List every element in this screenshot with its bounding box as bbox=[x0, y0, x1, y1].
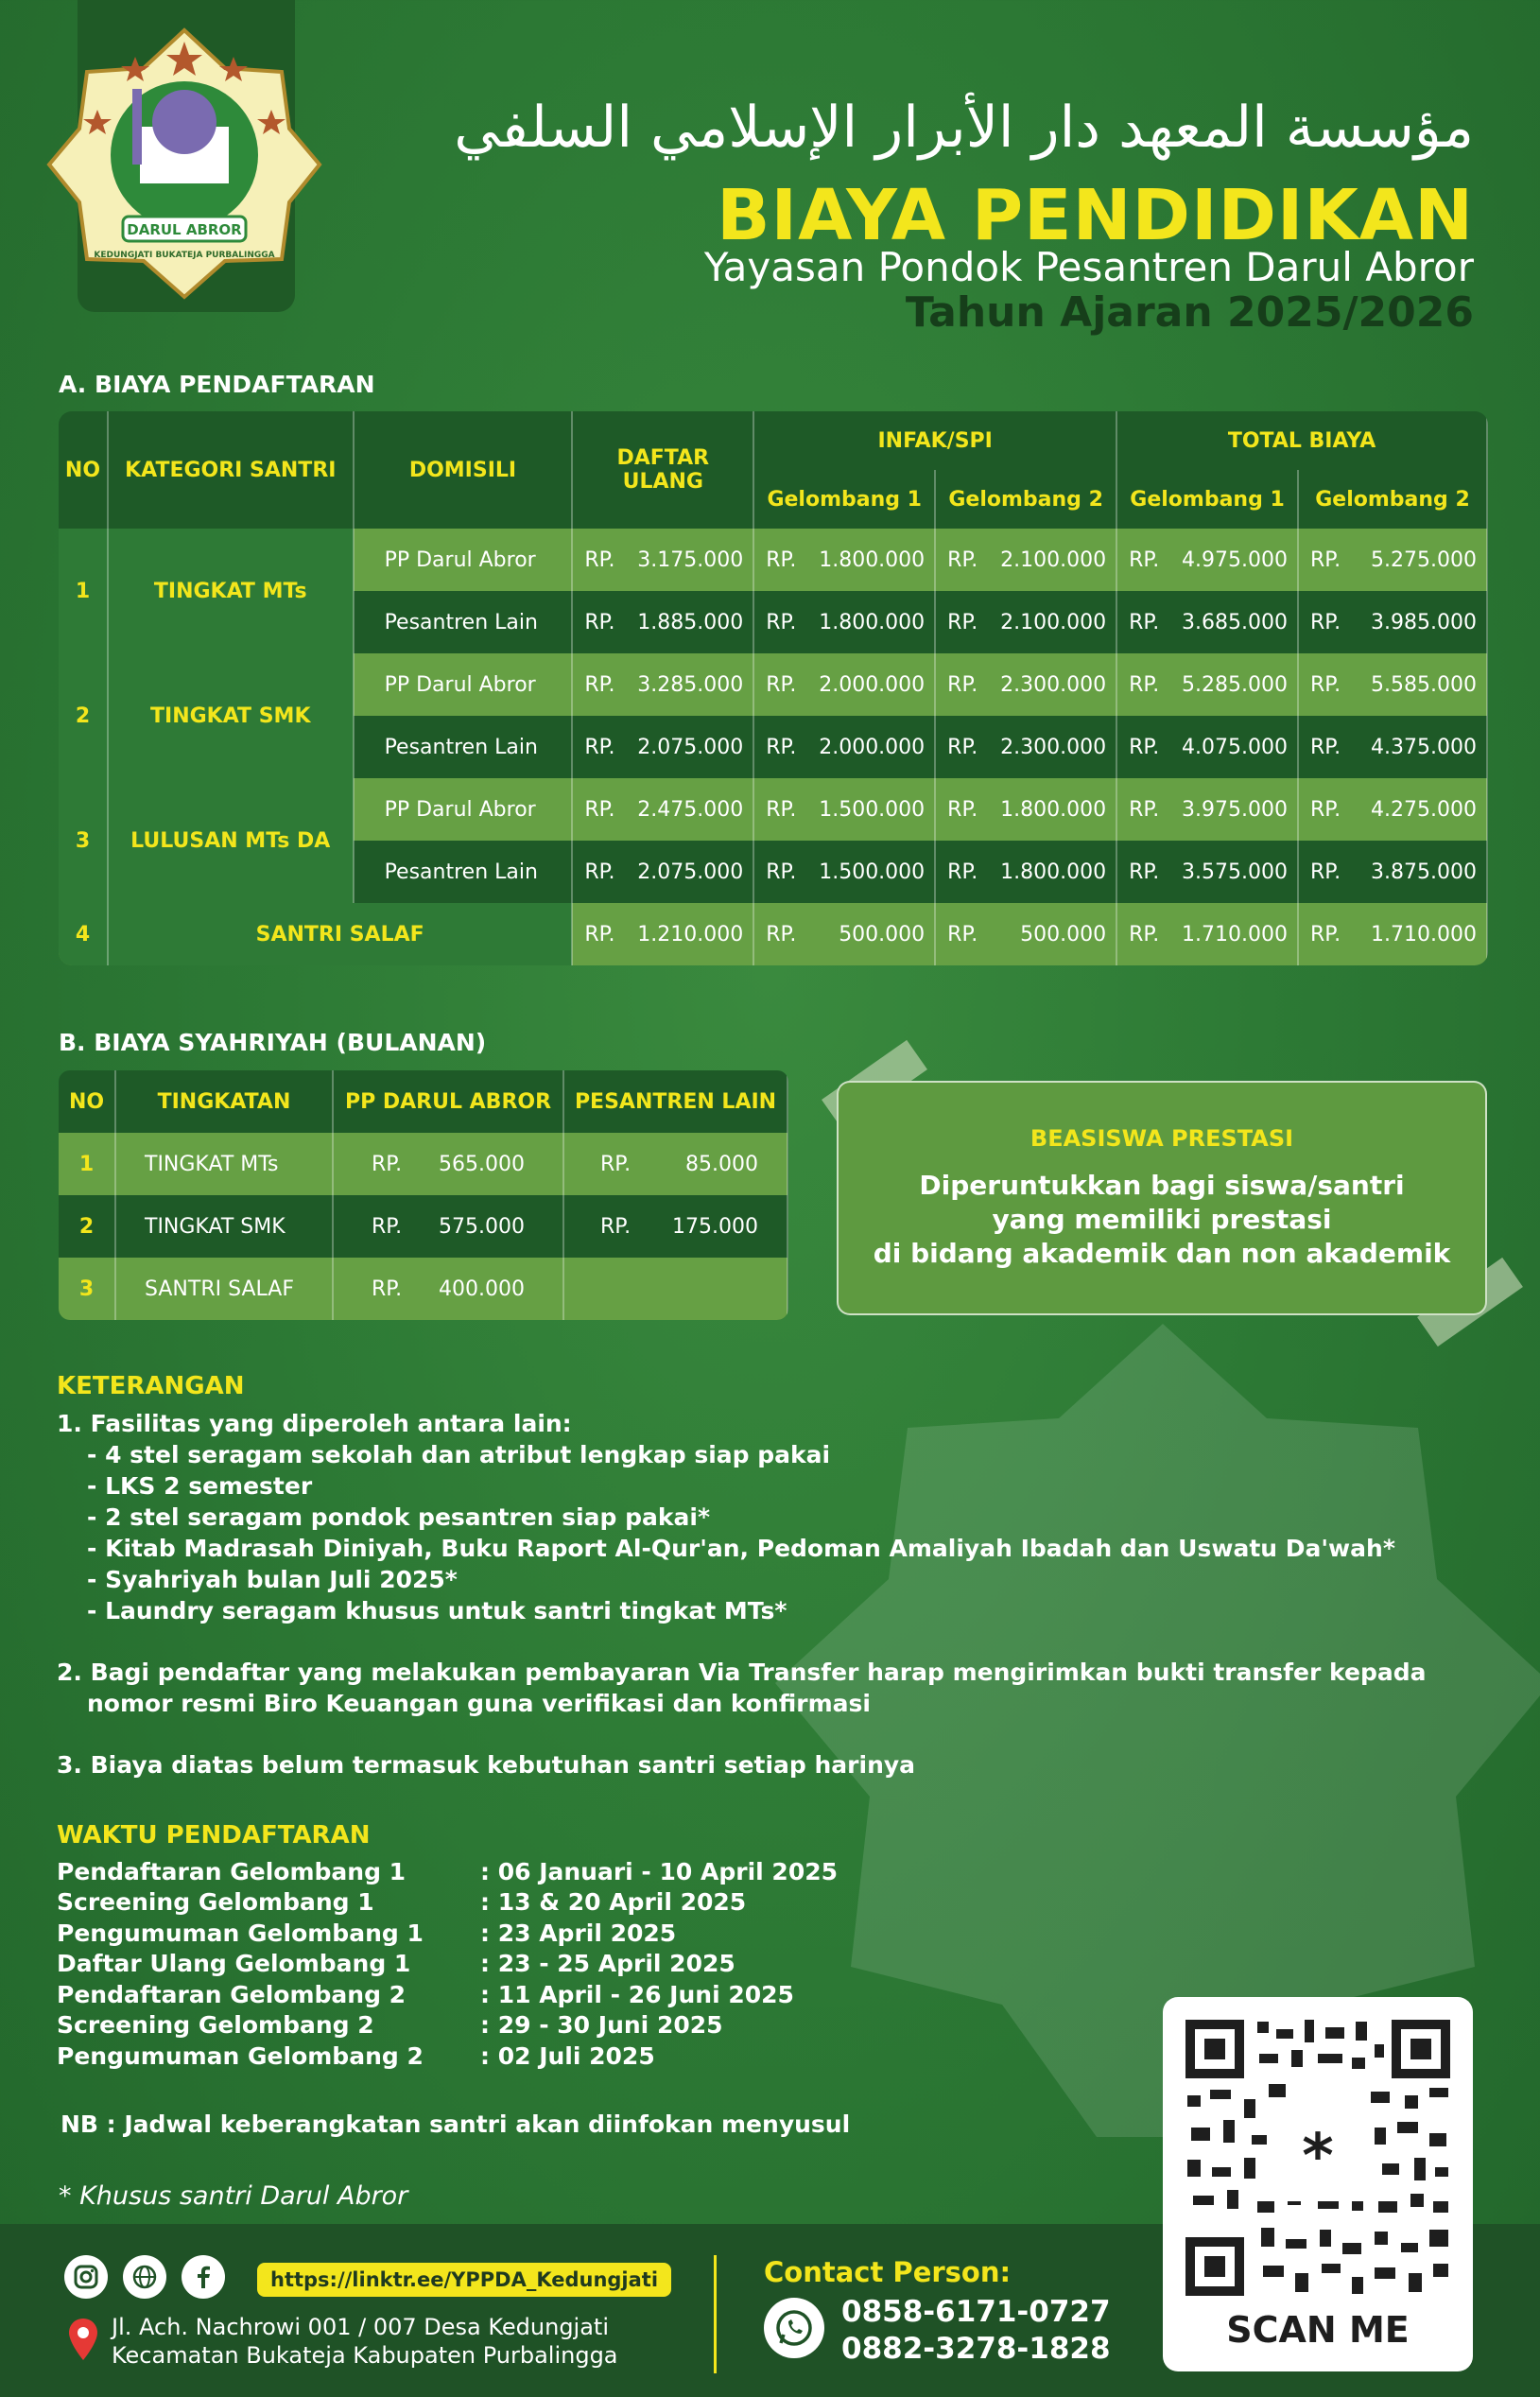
row-no: 2 bbox=[59, 653, 108, 778]
schedule-row bbox=[57, 1949, 838, 1980]
note-sub: - LKS 2 semester bbox=[87, 1472, 313, 1500]
col-infak: INFAK/SPI bbox=[753, 411, 1116, 470]
currency: RP. bbox=[1310, 860, 1341, 884]
whatsapp-icon[interactable] bbox=[764, 2298, 824, 2358]
schedule-row bbox=[57, 1980, 838, 2011]
total2-value: 5.275.000 bbox=[1371, 547, 1477, 572]
currency: RP. bbox=[584, 610, 615, 634]
total1-value: 4.075.000 bbox=[1182, 735, 1289, 759]
currency: RP. bbox=[947, 735, 978, 759]
daftar-value: 2.475.000 bbox=[637, 797, 744, 822]
infak1-value: 1.800.000 bbox=[819, 610, 926, 634]
infak1-value: 2.000.000 bbox=[819, 735, 926, 759]
svg-text:*: * bbox=[1302, 2122, 1334, 2192]
page-subtitle: Yayasan Pondok Pesantren Darul Abror bbox=[703, 244, 1474, 290]
row-domisili: Pesantren Lain bbox=[354, 841, 573, 903]
logo-subtext: KEDUNGJATI BUKATEJA PURBALINGGA bbox=[94, 251, 275, 260]
academic-year: Tahun Ajaran 2025/2026 bbox=[905, 288, 1474, 337]
col-no: NO bbox=[59, 1070, 115, 1133]
scan-me-label: SCAN ME bbox=[1226, 2309, 1410, 2351]
currency: RP. bbox=[1310, 547, 1341, 572]
currency: RP. bbox=[600, 1152, 632, 1176]
currency: RP. bbox=[584, 922, 615, 947]
currency: RP. bbox=[766, 735, 797, 759]
schedule-key: Screening Gelombang 1 bbox=[57, 1888, 374, 1916]
lain-value: 175.000 bbox=[672, 1214, 758, 1239]
table-row bbox=[59, 1258, 787, 1320]
col-pesantren-lain: PESANTREN LAIN bbox=[563, 1070, 787, 1133]
currency: RP. bbox=[1129, 797, 1160, 822]
row-kategori: TINGKAT SMK bbox=[108, 653, 354, 778]
pp-value: 575.000 bbox=[439, 1214, 525, 1239]
currency: RP. bbox=[1129, 610, 1160, 634]
col-daftar-ulang: DAFTAR ULANG bbox=[572, 411, 753, 529]
schedule-key: Pendaftaran Gelombang 1 bbox=[57, 1857, 407, 1885]
section-b-title: B. BIAYA SYAHRIYAH (BULANAN) bbox=[59, 1029, 487, 1056]
address-line: Jl. Ach. Nachrowi 001 / 007 Desa Kedungjati bbox=[112, 2314, 610, 2340]
currency: RP. bbox=[947, 797, 978, 822]
daftar-value: 1.885.000 bbox=[637, 610, 744, 634]
linktree-link[interactable]: https://linktr.ee/YPPDA_Kedungjati bbox=[257, 2263, 671, 2297]
phone-number[interactable]: 0882-3278-1828 bbox=[841, 2332, 1111, 2366]
schedule-key: Pengumuman Gelombang 2 bbox=[57, 2041, 424, 2070]
total2-value: 5.585.000 bbox=[1371, 672, 1477, 697]
address bbox=[112, 2313, 618, 2370]
total1-value: 3.685.000 bbox=[1182, 610, 1289, 634]
table-row bbox=[59, 653, 1487, 716]
col-infak-g2: Gelombang 2 bbox=[935, 470, 1116, 529]
scholarship-box bbox=[837, 1081, 1487, 1315]
total1-value: 1.710.000 bbox=[1182, 922, 1289, 947]
lain-value-empty bbox=[563, 1258, 787, 1320]
instagram-icon[interactable] bbox=[64, 2255, 108, 2299]
contact-label: Contact Person: bbox=[764, 2256, 1012, 2288]
address-line: Kecamatan Bukateja Kabupaten Purbalingga bbox=[112, 2342, 618, 2369]
page-title: BIAYA PENDIDIKAN bbox=[717, 175, 1474, 256]
currency: RP. bbox=[766, 672, 797, 697]
scholarship-line: di bidang akademik dan non akademik bbox=[873, 1238, 1451, 1269]
infak2-value: 500.000 bbox=[1020, 922, 1107, 947]
schedule-value: : 23 April 2025 bbox=[480, 1919, 677, 1947]
row-kategori: LULUSAN MTs DA bbox=[108, 778, 354, 903]
qr-code-card[interactable] bbox=[1163, 1997, 1473, 2371]
pp-value: 400.000 bbox=[439, 1277, 525, 1301]
logo-text: DARUL ABROR bbox=[127, 221, 242, 238]
col-domisili: DOMISILI bbox=[354, 411, 573, 529]
note-sub: - Laundry seragam khusus untuk santri tingkat MTs* bbox=[87, 1597, 787, 1624]
daftar-value: 2.075.000 bbox=[637, 735, 744, 759]
schedule-value: : 29 - 30 Juni 2025 bbox=[480, 2011, 723, 2039]
schedule-value: : 13 & 20 April 2025 bbox=[480, 1888, 747, 1916]
arabic-title: مؤسسة المعهد دار الأبرار الإسلامي السلفي bbox=[454, 95, 1474, 161]
location-pin-icon bbox=[66, 2317, 100, 2362]
infak1-value: 2.000.000 bbox=[819, 672, 926, 697]
schedule-section bbox=[57, 1820, 838, 2072]
pp-value: 565.000 bbox=[439, 1152, 525, 1176]
currency: RP. bbox=[766, 922, 797, 947]
col-pp-darul-abror: PP DARUL ABROR bbox=[333, 1070, 563, 1133]
currency: RP. bbox=[947, 547, 978, 572]
currency: RP. bbox=[1310, 922, 1341, 947]
phone-number[interactable]: 0858-6171-0727 bbox=[841, 2295, 1111, 2329]
currency: RP. bbox=[1129, 922, 1160, 947]
schedule-row bbox=[57, 2041, 838, 2073]
total1-value: 4.975.000 bbox=[1182, 547, 1289, 572]
row-tingkatan: TINGKAT SMK bbox=[115, 1195, 333, 1258]
row-domisili: PP Darul Abror bbox=[354, 529, 573, 591]
table-row bbox=[59, 1133, 787, 1195]
currency: RP. bbox=[947, 860, 978, 884]
infak2-value: 1.800.000 bbox=[1000, 797, 1107, 822]
notes-title: KETERANGAN bbox=[57, 1372, 245, 1400]
notes-section bbox=[57, 1371, 1427, 1780]
footnote: * Khusus santri Darul Abror bbox=[59, 2181, 408, 2211]
infak2-value: 2.300.000 bbox=[1000, 672, 1107, 697]
note-sub: - Syahriyah bulan Juli 2025* bbox=[87, 1566, 458, 1593]
row-domisili: PP Darul Abror bbox=[354, 653, 573, 716]
infak1-value: 500.000 bbox=[839, 922, 926, 947]
row-no: 3 bbox=[59, 778, 108, 903]
schedule-key: Pengumuman Gelombang 1 bbox=[57, 1919, 424, 1947]
schedule-row bbox=[57, 2010, 838, 2041]
row-no: 1 bbox=[59, 1133, 115, 1195]
row-tingkatan: TINGKAT MTs bbox=[115, 1133, 333, 1195]
currency: RP. bbox=[1310, 672, 1341, 697]
infak2-value: 2.100.000 bbox=[1000, 547, 1107, 572]
currency: RP. bbox=[1310, 797, 1341, 822]
note-sub: - 2 stel seragam pondok pesantren siap pakai* bbox=[87, 1503, 711, 1531]
infak1-value: 1.500.000 bbox=[819, 860, 926, 884]
currency: RP. bbox=[766, 547, 797, 572]
row-no: 1 bbox=[59, 529, 108, 653]
total2-value: 4.375.000 bbox=[1371, 735, 1477, 759]
monthly-fee-table bbox=[59, 1070, 788, 1320]
currency: RP. bbox=[372, 1214, 403, 1239]
schedule-row bbox=[57, 1919, 838, 1950]
scholarship-title: BEASISWA PRESTASI bbox=[1030, 1125, 1294, 1152]
globe-icon[interactable] bbox=[123, 2255, 166, 2299]
row-kategori: SANTRI SALAF bbox=[108, 903, 572, 965]
currency: RP. bbox=[600, 1214, 632, 1239]
currency: RP. bbox=[372, 1277, 403, 1301]
currency: RP. bbox=[1129, 735, 1160, 759]
row-no: 3 bbox=[59, 1258, 115, 1320]
infak2-value: 2.300.000 bbox=[1000, 735, 1107, 759]
col-total: TOTAL BIAYA bbox=[1116, 411, 1487, 470]
scholarship-line: yang memiliki prestasi bbox=[992, 1204, 1332, 1235]
schedule-value: : 02 Juli 2025 bbox=[480, 2041, 655, 2070]
row-domisili: Pesantren Lain bbox=[354, 591, 573, 653]
daftar-value: 3.175.000 bbox=[637, 547, 744, 572]
total1-value: 3.975.000 bbox=[1182, 797, 1289, 822]
currency: RP. bbox=[1129, 860, 1160, 884]
infak2-value: 1.800.000 bbox=[1000, 860, 1107, 884]
currency: RP. bbox=[766, 610, 797, 634]
currency: RP. bbox=[1310, 610, 1341, 634]
total2-value: 3.875.000 bbox=[1371, 860, 1477, 884]
table-row bbox=[59, 1195, 787, 1258]
currency: RP. bbox=[584, 735, 615, 759]
col-total-g2: Gelombang 2 bbox=[1298, 470, 1487, 529]
daftar-value: 3.285.000 bbox=[637, 672, 744, 697]
currency: RP. bbox=[947, 922, 978, 947]
table-row bbox=[59, 529, 1487, 591]
daftar-value: 2.075.000 bbox=[637, 860, 744, 884]
currency: RP. bbox=[1310, 735, 1341, 759]
infak1-value: 1.500.000 bbox=[819, 797, 926, 822]
row-kategori: TINGKAT MTs bbox=[108, 529, 354, 653]
qr-code-icon bbox=[1182, 2016, 1454, 2300]
col-kategori: KATEGORI SANTRI bbox=[108, 411, 354, 529]
facebook-icon[interactable] bbox=[182, 2255, 225, 2299]
row-no: 4 bbox=[59, 903, 108, 965]
total1-value: 3.575.000 bbox=[1182, 860, 1289, 884]
schedule-value: : 06 Januari - 10 April 2025 bbox=[480, 1857, 839, 1885]
total2-value: 3.985.000 bbox=[1371, 610, 1477, 634]
section-a-title: A. BIAYA PENDAFTARAN bbox=[59, 371, 375, 398]
schedule-key: Daftar Ulang Gelombang 1 bbox=[57, 1950, 411, 1977]
lain-value: 85.000 bbox=[685, 1152, 758, 1176]
schedule-value: : 11 April - 26 Juni 2025 bbox=[480, 1980, 794, 2008]
note-item: 3. Biaya diatas belum termasuk kebutuhan santri setiap harinya bbox=[57, 1751, 916, 1779]
col-tingkatan: TINGKATAN bbox=[115, 1070, 333, 1133]
currency: RP. bbox=[372, 1152, 403, 1176]
schedule-title: WAKTU PENDAFTARAN bbox=[57, 1821, 371, 1850]
note-item: 1. Fasilitas yang diperoleh antara lain: bbox=[57, 1410, 572, 1437]
note-item-cont: nomor resmi Biro Keuangan guna verifikasi dan konfirmasi bbox=[87, 1690, 871, 1717]
currency: RP. bbox=[766, 860, 797, 884]
nb-note: NB : Jadwal keberangkatan santri akan diinfokan menyusul bbox=[61, 2110, 851, 2138]
col-no: NO bbox=[59, 411, 108, 529]
currency: RP. bbox=[1129, 547, 1160, 572]
currency: RP. bbox=[584, 860, 615, 884]
currency: RP. bbox=[584, 547, 615, 572]
social-icons bbox=[64, 2255, 225, 2299]
schedule-row bbox=[57, 1887, 838, 1919]
infak1-value: 1.800.000 bbox=[819, 547, 926, 572]
registration-fee-table bbox=[59, 411, 1488, 965]
daftar-value: 1.210.000 bbox=[637, 922, 744, 947]
currency: RP. bbox=[584, 672, 615, 697]
note-sub: - Kitab Madrasah Diniyah, Buku Raport Al-Qur'an, Pedoman Amaliyah Ibadah dan Uswatu Da'wah* bbox=[87, 1535, 1395, 1562]
note-sub: - 4 stel seragam sekolah dan atribut lengkap siap pakai bbox=[87, 1441, 831, 1468]
total2-value: 4.275.000 bbox=[1371, 797, 1477, 822]
row-domisili: Pesantren Lain bbox=[354, 716, 573, 778]
darul-abror-logo bbox=[45, 23, 324, 302]
total1-value: 5.285.000 bbox=[1182, 672, 1289, 697]
note-item: 2. Bagi pendaftar yang melakukan pembayaran Via Transfer harap mengirimkan bukti transfer kepada bbox=[57, 1659, 1427, 1686]
currency: RP. bbox=[766, 797, 797, 822]
currency: RP. bbox=[584, 797, 615, 822]
currency: RP. bbox=[947, 610, 978, 634]
row-no: 2 bbox=[59, 1195, 115, 1258]
currency: RP. bbox=[1129, 672, 1160, 697]
schedule-key: Screening Gelombang 2 bbox=[57, 2011, 374, 2039]
col-total-g1: Gelombang 1 bbox=[1116, 470, 1298, 529]
total2-value: 1.710.000 bbox=[1371, 922, 1477, 947]
col-infak-g1: Gelombang 1 bbox=[753, 470, 935, 529]
currency: RP. bbox=[947, 672, 978, 697]
table-row bbox=[59, 778, 1487, 841]
infak2-value: 2.100.000 bbox=[1000, 610, 1107, 634]
scholarship-line: Diperuntukkan bagi siswa/santri bbox=[919, 1170, 1405, 1201]
phone-numbers bbox=[841, 2294, 1111, 2368]
schedule-value: : 23 - 25 April 2025 bbox=[480, 1950, 735, 1977]
row-domisili: PP Darul Abror bbox=[354, 778, 573, 841]
row-tingkatan: SANTRI SALAF bbox=[115, 1258, 333, 1320]
table-row bbox=[59, 903, 1487, 965]
schedule-key: Pendaftaran Gelombang 2 bbox=[57, 1980, 407, 2008]
schedule-row bbox=[57, 1857, 838, 1888]
divider bbox=[714, 2255, 717, 2373]
